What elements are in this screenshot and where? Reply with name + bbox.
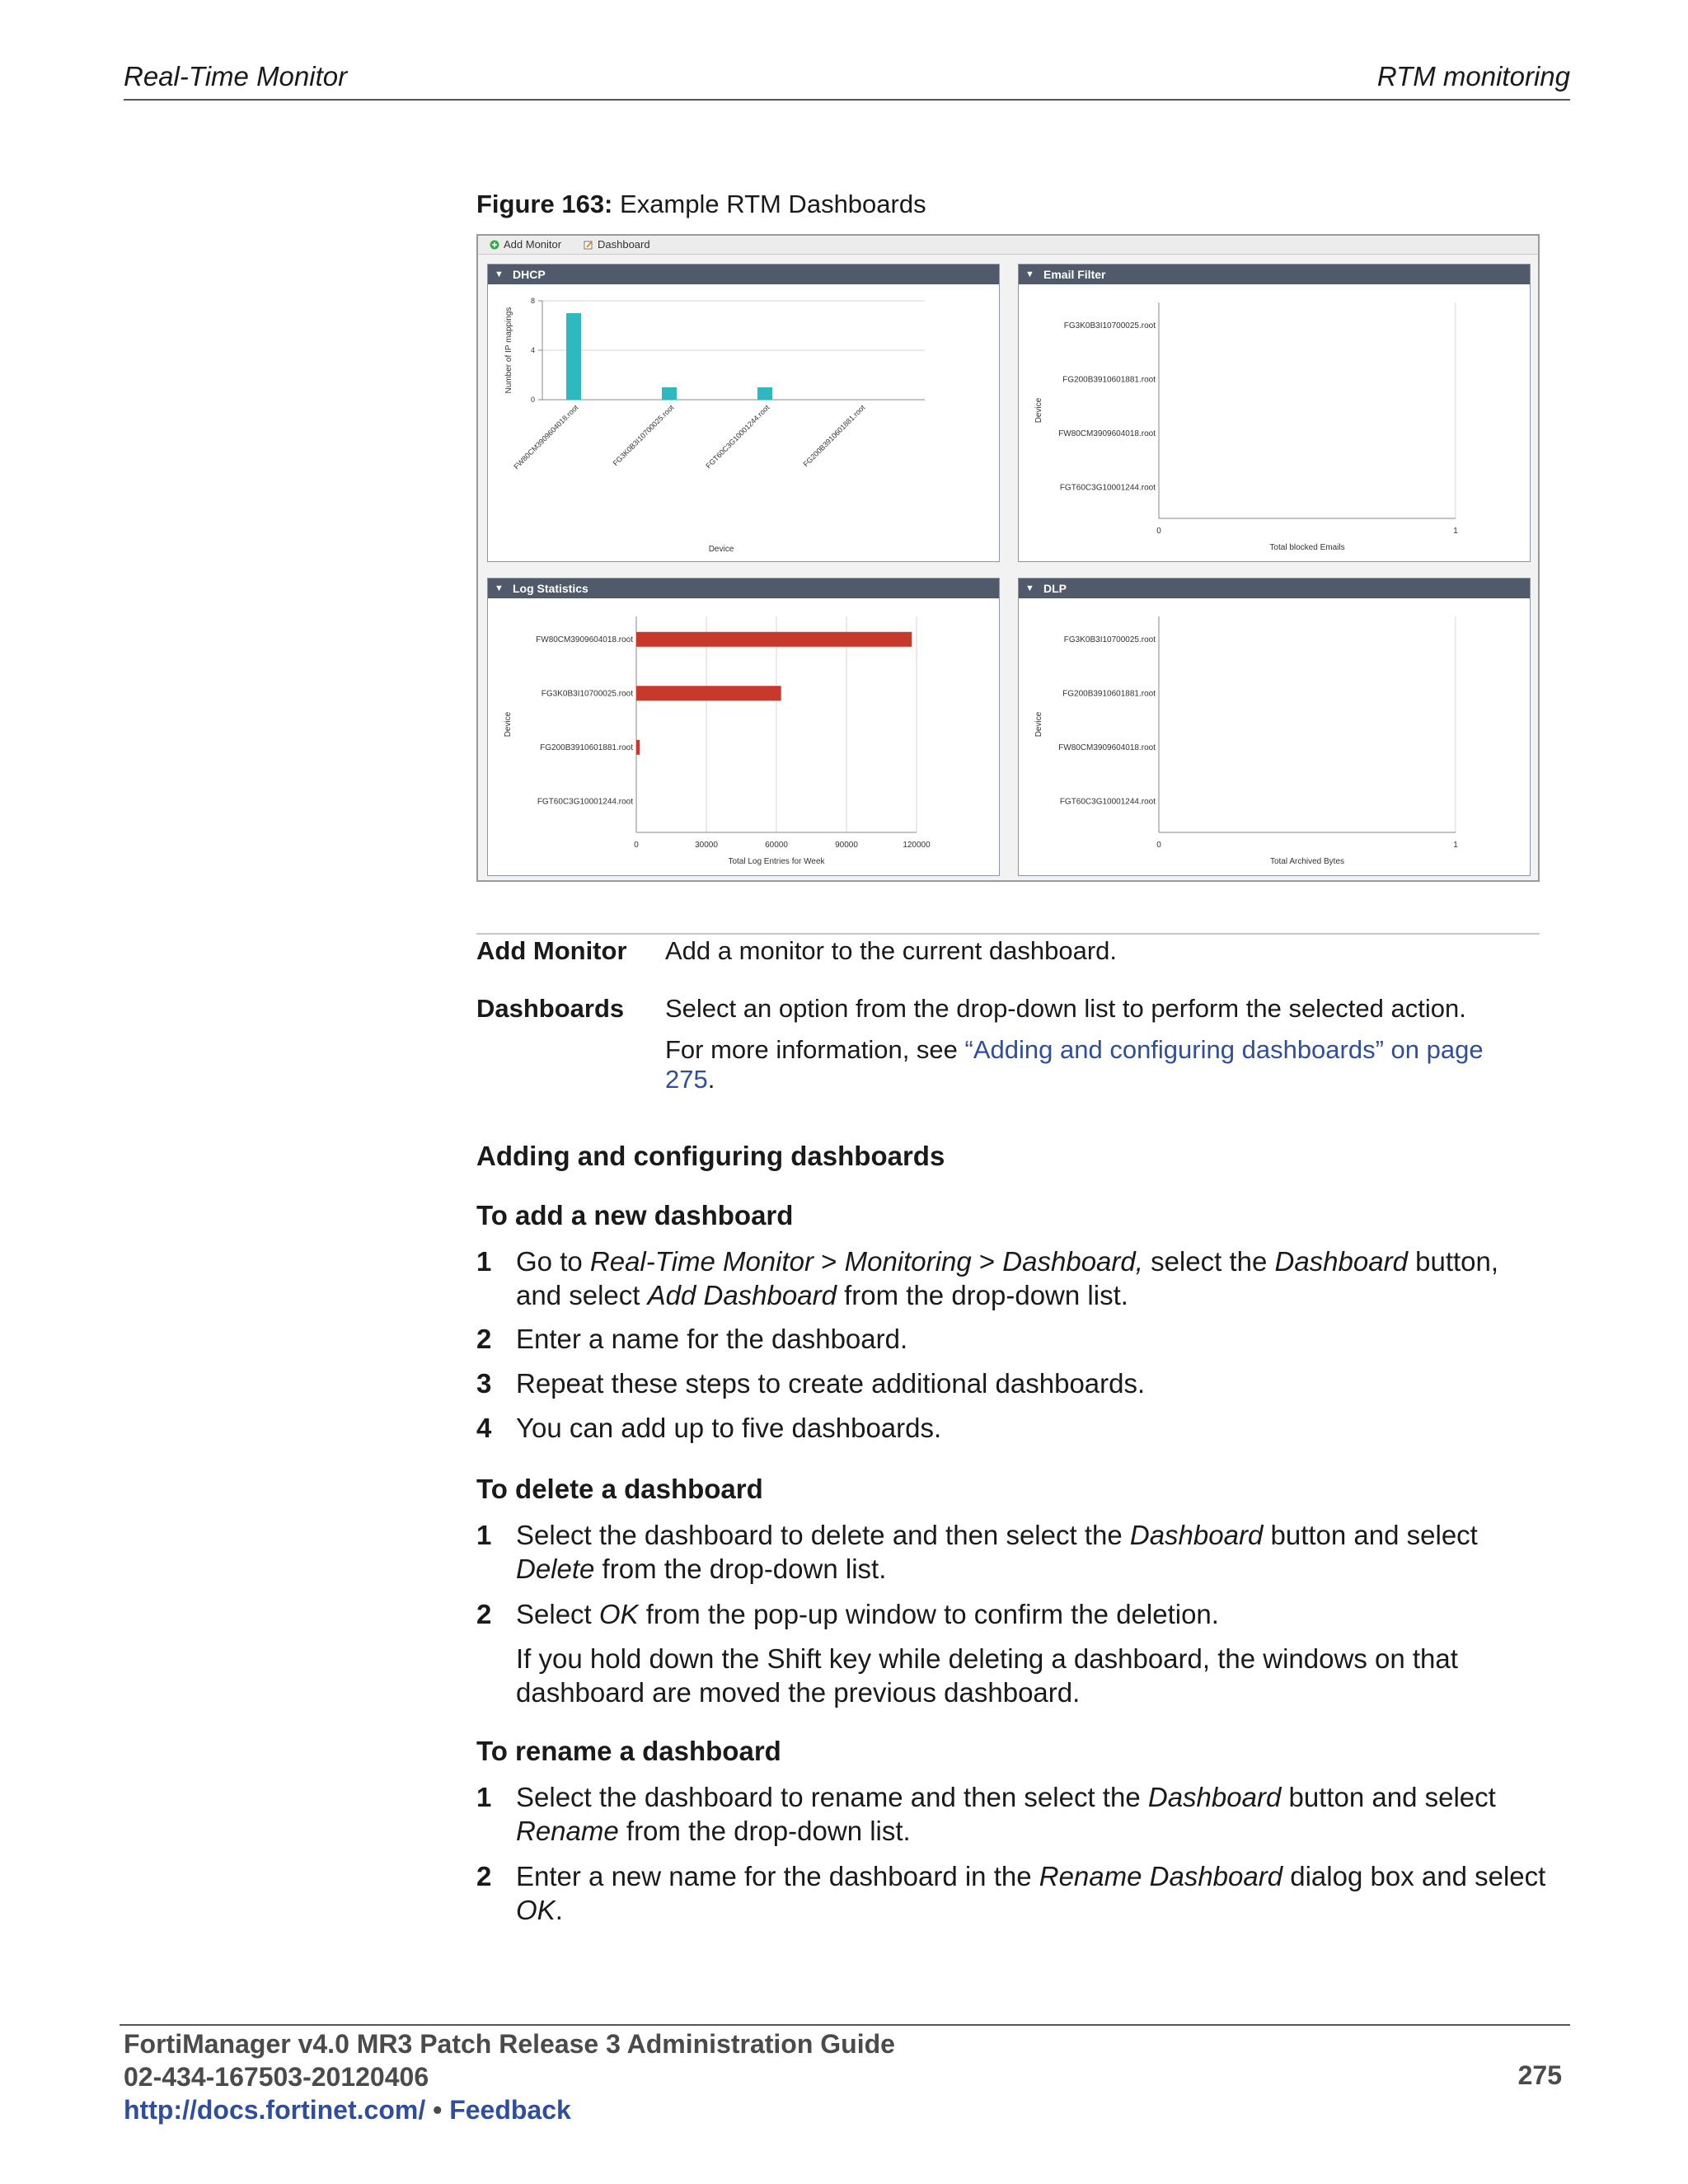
y-tick-label: FG200B3910601881.root: [1062, 689, 1156, 699]
step-text: button, and select: [516, 1246, 1499, 1310]
bar: [636, 686, 781, 701]
step-text: Repeat these steps to create additional dashboards.: [516, 1368, 1146, 1399]
figure-title: Example RTM Dashboards: [620, 190, 926, 218]
x-tick-label: 1: [1453, 841, 1458, 850]
y-tick-label: FG200B3910601881.root: [540, 743, 633, 752]
y-tick-label: FG3K0B3I10700025.root: [1063, 321, 1156, 330]
x-axis-label: Total Log Entries for Week: [728, 857, 825, 866]
x-tick-label: 0: [1156, 841, 1161, 850]
more-info-prefix: For more information, see: [665, 1035, 965, 1064]
step-number: 4: [476, 1413, 492, 1443]
panel-header[interactable]: [1019, 579, 1530, 598]
ui-term: OK: [516, 1895, 556, 1925]
x-tick-label: 90000: [835, 841, 858, 850]
panel-log-statistics: [487, 578, 1000, 876]
step-text: from the pop-up window to confirm the deletion.: [638, 1599, 1219, 1629]
x-tick-label: FG200B3910601881.root: [801, 403, 867, 469]
dashboard-toolbar: [478, 236, 1538, 255]
y-tick-label: 8: [530, 297, 535, 305]
step-text: >: [814, 1246, 845, 1277]
bar: [662, 387, 677, 400]
page-header: [124, 61, 1570, 101]
collapse-icon[interactable]: ▼: [495, 583, 504, 593]
x-tick-label: FGT60C3G10001244.root: [704, 403, 771, 471]
step-text: from the drop-down list.: [594, 1554, 887, 1584]
ui-term: Dashboard: [1147, 1782, 1282, 1812]
bar: [566, 313, 581, 400]
ui-term: Rename Dashboard: [1039, 1861, 1283, 1891]
add-monitor-button[interactable]: [490, 238, 561, 251]
footer-docid: 02-434-167503-20120406: [124, 2062, 429, 2092]
panel-header[interactable]: [488, 579, 999, 598]
x-tick-label: 0: [634, 841, 639, 850]
subheading-rename: To rename a dashboard: [476, 1736, 781, 1766]
menu-path: Dashboard,: [1002, 1246, 1143, 1277]
dashboard-button[interactable]: [584, 238, 650, 251]
y-tick-label: 4: [530, 346, 535, 354]
ui-term: Dashboard: [1129, 1520, 1264, 1550]
panel-dhcp: [487, 264, 1000, 562]
figure-caption: [476, 190, 926, 219]
dashboard-edit-icon: [584, 240, 593, 250]
step-number: 1: [476, 1520, 492, 1550]
bar: [636, 632, 912, 647]
step-text: dialog box and select: [1282, 1861, 1546, 1891]
step-number: 2: [476, 1324, 492, 1354]
def-more-info: [665, 1035, 1539, 1094]
step-text: button and select: [1263, 1520, 1478, 1550]
x-tick-label: FG3K0B3I10700025.root: [611, 403, 676, 468]
dlp-chart: [1019, 598, 1530, 875]
y-axis-label: Number of IP mappings: [504, 307, 513, 394]
y-tick-label: FGT60C3G10001244.root: [537, 797, 633, 807]
y-axis-label: Device: [1034, 397, 1043, 424]
panel-header[interactable]: [1019, 265, 1530, 284]
bar: [636, 740, 640, 755]
panel-header[interactable]: [488, 265, 999, 284]
y-axis-label: Device: [504, 711, 513, 738]
log-statistics-chart: [488, 598, 999, 875]
feedback-link[interactable]: Feedback: [449, 2095, 571, 2125]
figure-screenshot: [476, 234, 1540, 882]
header-right: RTM monitoring: [1376, 61, 1570, 91]
y-tick-label: FGT60C3G10001244.root: [1059, 483, 1156, 493]
def-dashboards: Select an option from the drop-down list to perform the selected action.: [665, 994, 1466, 1023]
section-heading: Adding and configuring dashboards: [476, 1141, 945, 1171]
definition-table-rule: [476, 933, 1540, 935]
more-info-suffix: .: [707, 1065, 715, 1094]
def-add-monitor: Add a monitor to the current dashboard.: [665, 936, 1117, 965]
step-number: 3: [476, 1368, 492, 1399]
panel-title: Log Statistics: [513, 582, 588, 595]
bar: [757, 387, 772, 400]
collapse-icon[interactable]: ▼: [1025, 583, 1034, 593]
menu-path: Monitoring: [844, 1246, 972, 1277]
ui-term: Dashboard: [1274, 1246, 1408, 1277]
panel-title: Email Filter: [1043, 268, 1106, 281]
x-tick-label: 120000: [903, 841, 931, 850]
step-number: 2: [476, 1599, 492, 1629]
ui-term: Add Dashboard: [647, 1280, 837, 1310]
step-number: 1: [476, 1782, 492, 1812]
y-tick-label: 0: [530, 396, 535, 404]
term-dashboards: Dashboards: [476, 994, 625, 1023]
step-text: from the drop-down list.: [836, 1280, 1128, 1310]
figure-label: Figure 163:: [476, 190, 613, 218]
panel-title: DLP: [1043, 582, 1067, 595]
footer-separator: •: [425, 2095, 450, 2125]
panel-title: DHCP: [513, 268, 546, 281]
ui-term: OK: [598, 1599, 639, 1629]
subheading-add: To add a new dashboard: [476, 1200, 794, 1230]
step-text: Select the dashboard to delete and then select the: [516, 1520, 1130, 1550]
x-tick-label: 1: [1453, 527, 1458, 536]
page-number: 275: [1517, 2060, 1562, 2090]
step-text: Select the dashboard to rename and then select the: [516, 1782, 1148, 1812]
step-text: You can add up to five dashboards.: [516, 1413, 942, 1443]
step-text: Enter a new name for the dashboard in the: [516, 1861, 1039, 1891]
x-tick-label: 30000: [695, 841, 718, 850]
email-filter-chart: [1019, 284, 1530, 561]
menu-path: Real-Time Monitor: [589, 1246, 814, 1277]
footer-links: [124, 2095, 571, 2125]
collapse-icon[interactable]: ▼: [495, 269, 504, 279]
x-tick-label: 0: [1156, 527, 1161, 536]
step-text: Enter a name for the dashboard.: [516, 1324, 908, 1354]
x-axis-label: Total Archived Bytes: [1269, 857, 1345, 866]
delete-note: If you hold down the Shift key while deleting a dashboard, the windows on that dashboard are moved the previous dashboard.: [516, 1643, 1458, 1708]
step-text: >: [971, 1246, 1003, 1277]
subheading-delete: To delete a dashboard: [476, 1474, 763, 1504]
collapse-icon[interactable]: ▼: [1025, 269, 1034, 279]
cross-reference-link[interactable]: “Adding and configuring dashboards” on page 275: [665, 1035, 1484, 1094]
step-text: from the drop-down list.: [618, 1816, 911, 1846]
y-tick-label: FGT60C3G10001244.root: [1059, 797, 1156, 807]
y-tick-label: FW80CM3909604018.root: [1058, 429, 1156, 438]
step-text: select the: [1142, 1246, 1275, 1277]
term-add-monitor: Add Monitor: [476, 936, 627, 965]
panel-email-filter: [1018, 264, 1531, 562]
y-tick-label: FG3K0B3I10700025.root: [541, 689, 633, 699]
y-axis-label: Device: [1034, 711, 1043, 738]
step-text: Go to: [516, 1246, 590, 1277]
y-tick-label: FW80CM3909604018.root: [536, 635, 633, 644]
panel-dlp: [1018, 578, 1531, 876]
add-monitor-label: Add Monitor: [504, 238, 562, 251]
x-axis-label: Total blocked Emails: [1269, 543, 1345, 552]
x-axis-label: Device: [708, 545, 734, 554]
step-text: button and select: [1281, 1782, 1496, 1812]
y-tick-label: FG3K0B3I10700025.root: [1063, 635, 1156, 644]
y-tick-label: FW80CM3909604018.root: [1058, 743, 1156, 752]
y-tick-label: FG200B3910601881.root: [1062, 375, 1156, 385]
page-footer: [120, 2024, 1570, 2125]
footer-title: FortiManager v4.0 MR3 Patch Release 3 Administration Guide: [124, 2029, 895, 2059]
header-left: Real-Time Monitor: [124, 61, 348, 91]
dashboard-label: Dashboard: [598, 238, 650, 251]
x-tick-label: 60000: [765, 841, 788, 850]
step-text: .: [555, 1895, 563, 1925]
x-tick-label: FW80CM3909604018.root: [512, 403, 580, 471]
ui-term: Delete: [516, 1554, 595, 1584]
step-text: Select: [516, 1599, 599, 1629]
dhcp-chart: [488, 284, 999, 561]
plus-circle-icon: [490, 240, 499, 250]
step-number: 1: [476, 1246, 492, 1277]
docs-link[interactable]: http://docs.fortinet.com/: [124, 2095, 426, 2125]
step-number: 2: [476, 1861, 492, 1891]
ui-term: Rename: [516, 1816, 619, 1846]
